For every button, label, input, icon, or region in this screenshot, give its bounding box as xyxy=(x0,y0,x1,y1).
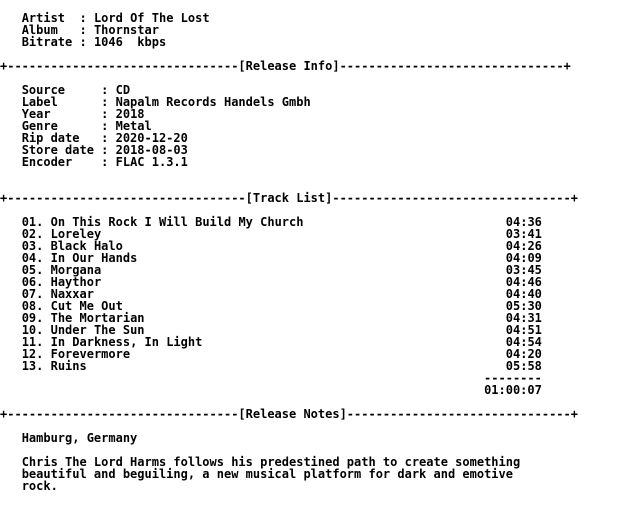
track-duration: 04:09 xyxy=(505,251,542,265)
artist-row: Artist : Lord Of The Lost xyxy=(21,11,210,25)
album-value: Thornstar xyxy=(93,23,159,37)
track-number: 06. xyxy=(21,275,44,289)
total-duration: 01:00:07 xyxy=(484,383,542,397)
track-duration: 04:26 xyxy=(505,239,542,253)
release-info-value: Metal xyxy=(115,119,152,133)
track-duration: 04:46 xyxy=(505,275,542,289)
track-number: 01. xyxy=(21,215,44,229)
track-duration: 03:45 xyxy=(505,263,542,277)
notes-line xyxy=(0,480,640,492)
album-label: Album xyxy=(21,23,58,37)
track-title: Haythor xyxy=(50,275,102,289)
track-number: 11. xyxy=(21,335,44,349)
notes-line-2: beautiful and beguiling, a new musical platform for dark and emotive xyxy=(21,467,513,481)
track-number: 05. xyxy=(21,263,44,277)
track-title: Naxxar xyxy=(50,287,94,301)
album-row: Album : Thornstar xyxy=(21,23,159,37)
release-info-label: Source xyxy=(21,83,66,97)
release-info-pad: : xyxy=(65,83,116,97)
track-duration: 04:20 xyxy=(505,347,542,361)
track-title: Ruins xyxy=(50,359,87,373)
release-info-label: Encoder xyxy=(21,155,73,169)
release-info-pad: : xyxy=(50,107,116,121)
release-info-value: FLAC 1.3.1 xyxy=(115,155,188,169)
total-row xyxy=(0,384,640,396)
release-notes-heading: [Release Notes] xyxy=(238,407,347,421)
notes-location xyxy=(0,432,640,444)
track-title: Forevermore xyxy=(50,347,131,361)
track-duration: 04:36 xyxy=(505,215,542,229)
track-title: Cut Me Out xyxy=(50,299,123,313)
track-title: Under The Sun xyxy=(50,323,145,337)
release-info-value: CD xyxy=(115,83,131,97)
track-number: 04. xyxy=(21,251,44,265)
bitrate-label: Bitrate xyxy=(21,35,73,49)
release-info-pad: : xyxy=(79,131,116,145)
track-number: 02. xyxy=(21,227,44,241)
track-title: Black Halo xyxy=(50,239,123,253)
artist-label: Artist xyxy=(21,11,66,25)
track-number: 08. xyxy=(21,299,44,313)
track-duration: 03:41 xyxy=(505,227,542,241)
track-duration: 04:31 xyxy=(505,311,542,325)
track-duration: 05:58 xyxy=(505,359,542,373)
release-info-list xyxy=(0,84,640,168)
release-info-value: 2020-12-20 xyxy=(115,131,188,145)
track-list-heading: [Track List] xyxy=(245,191,333,205)
release-info-label: Genre xyxy=(21,119,58,133)
release-notes-divider: +--------------------------------[Release Notes]-------------------------------+ xyxy=(0,407,578,421)
release-info-value: 2018-08-03 xyxy=(115,143,188,157)
notes-line-3: rock. xyxy=(21,479,58,493)
release-info-pad: : xyxy=(72,155,116,169)
release-info-label: Year xyxy=(21,107,51,121)
release-info-row xyxy=(0,156,640,168)
track-title: Morgana xyxy=(50,263,102,277)
release-info-label: Store date xyxy=(21,143,94,157)
release-info-pad: : xyxy=(93,143,116,157)
track-duration: 05:30 xyxy=(505,299,542,313)
track-duration: 04:40 xyxy=(505,287,542,301)
release-info-value: 2018 xyxy=(115,107,145,121)
release-info-pad: : xyxy=(57,119,116,133)
notes-line-1: Chris The Lord Harms follows his predestined path to create something xyxy=(21,455,521,469)
track-title: Loreley xyxy=(50,227,102,241)
bitrate-value: 1046 kbps xyxy=(93,35,167,49)
track-number: 13. xyxy=(21,359,44,373)
track-title: The Mortarian xyxy=(50,311,145,325)
artist-value: Lord Of The Lost xyxy=(93,11,210,25)
notes-location-text: Hamburg, Germany xyxy=(21,431,138,445)
track-duration: 04:51 xyxy=(505,323,542,337)
track-title: On This Rock I Will Build My Church xyxy=(50,215,304,229)
release-info-label: Label xyxy=(21,95,58,109)
track-number: 10. xyxy=(21,323,44,337)
release-info-pad: : xyxy=(57,95,116,109)
total-separator: -------- xyxy=(0,371,542,385)
track-title: In Darkness, In Light xyxy=(50,335,203,349)
bitrate-row: Bitrate : 1046 kbps xyxy=(21,35,167,49)
notes-line xyxy=(0,468,640,480)
track-number: 03. xyxy=(21,239,44,253)
track-number: 12. xyxy=(21,347,44,361)
track-list-divider: +---------------------------------[Track List]---------------------------------+ xyxy=(0,191,578,205)
track-duration: 04:54 xyxy=(505,335,542,349)
release-info-divider: +--------------------------------[Release Info]-------------------------------+ xyxy=(0,59,571,73)
track-number: 09. xyxy=(21,311,44,325)
track-list xyxy=(0,216,640,372)
release-info-value: Napalm Records Handels Gmbh xyxy=(115,95,311,109)
release-info-heading: [Release Info] xyxy=(238,59,340,73)
track-title: In Our Hands xyxy=(50,251,138,265)
release-info-label: Rip date xyxy=(21,131,80,145)
track-number: 07. xyxy=(21,287,44,301)
